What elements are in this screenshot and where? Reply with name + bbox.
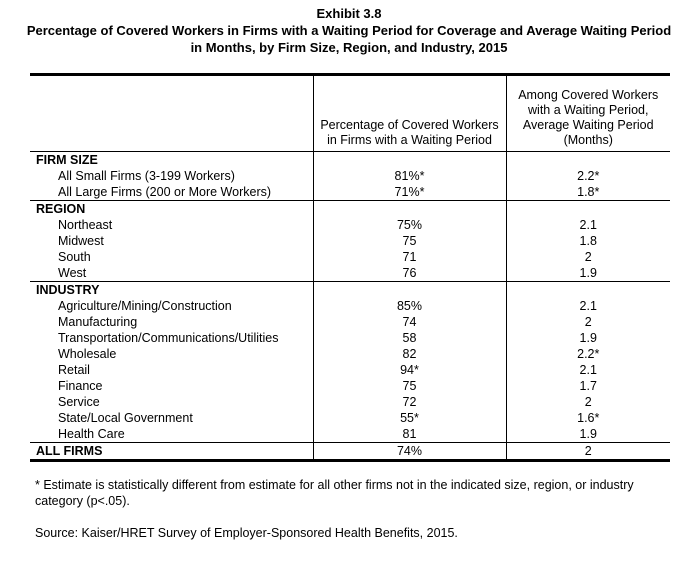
wait-value: 2 [506, 249, 670, 265]
header-blank [30, 88, 313, 152]
header-waiting-period: Among Covered Workers with a Waiting Period, Average Waiting Period (Months) [506, 88, 670, 152]
pct-value: 81%* [313, 168, 506, 184]
row-label: All Small Firms (3-199 Workers) [58, 169, 235, 183]
pct-value: 71%* [313, 184, 506, 201]
wait-value: 2.1 [506, 362, 670, 378]
row-label: All Large Firms (200 or More Workers) [58, 185, 272, 199]
pct-value: 76 [313, 265, 506, 282]
row-label: South [58, 250, 91, 264]
wait-value: 1.8* [506, 184, 670, 201]
section-label: REGION [30, 201, 313, 218]
row-label: West [58, 266, 87, 280]
wait-value: 2.1 [506, 217, 670, 233]
waiting-period-table [30, 73, 670, 462]
wait-value: 1.7 [506, 378, 670, 394]
table-row [30, 346, 670, 362]
wait-value: 2 [506, 314, 670, 330]
all-firms-label: ALL FIRMS [30, 443, 313, 461]
pct-value: 55* [313, 410, 506, 426]
pct-value: 82 [313, 346, 506, 362]
pct-value: 74 [313, 314, 506, 330]
wait-value: 2.1 [506, 298, 670, 314]
row-label: Midwest [58, 234, 104, 248]
table-row [30, 184, 670, 201]
table-row [30, 330, 670, 346]
title-block [0, 6, 698, 56]
wait-value: 1.6* [506, 410, 670, 426]
row-label: Health Care [58, 427, 125, 441]
pct-value: 75% [313, 217, 506, 233]
pct-value: 75 [313, 378, 506, 394]
wait-value: 1.9 [506, 426, 670, 443]
table-row [30, 394, 670, 410]
exhibit-number: Exhibit 3.8 [316, 6, 382, 21]
row-label: Service [58, 395, 100, 409]
section-row-firm-size [30, 152, 670, 169]
exhibit-title: Percentage of Covered Workers in Firms with a Waiting Period for Coverage and Average Waiting Period in Months, by Firm Size, Region, and Industry, 2015 [26, 23, 672, 55]
pct-value: 74% [313, 443, 506, 461]
wait-value: 1.8 [506, 233, 670, 249]
wait-value: 1.9 [506, 330, 670, 346]
pct-value: 94* [313, 362, 506, 378]
pct-value: 81 [313, 426, 506, 443]
all-firms-row [30, 443, 670, 461]
row-label: Manufacturing [58, 315, 138, 329]
footnote: * Estimate is statistically different from estimate for all other firms not in the indicated size, region, or industry category (p<.05). [35, 478, 634, 508]
pct-value: 85% [313, 298, 506, 314]
table-row [30, 233, 670, 249]
row-label: Finance [58, 379, 103, 393]
pct-value: 75 [313, 233, 506, 249]
row-label: State/Local Government [58, 411, 193, 425]
section-row-industry [30, 282, 670, 299]
wait-value: 2.2* [506, 168, 670, 184]
row-label: Transportation/Communications/Utilities [58, 331, 279, 345]
wait-value: 2 [506, 443, 670, 461]
row-label: Retail [58, 363, 90, 377]
table-row [30, 410, 670, 426]
wait-value: 2 [506, 394, 670, 410]
table-row [30, 168, 670, 184]
table-row [30, 314, 670, 330]
wait-value: 2.2* [506, 346, 670, 362]
source-note: Source: Kaiser/HRET Survey of Employer-Sponsored Health Benefits, 2015. [35, 526, 458, 540]
wait-value: 1.9 [506, 265, 670, 282]
pct-value: 58 [313, 330, 506, 346]
section-label: FIRM SIZE [30, 152, 313, 169]
row-label: Agriculture/Mining/Construction [58, 299, 232, 313]
table-row [30, 249, 670, 265]
header-percentage: Percentage of Covered Workers in Firms with a Waiting Period [313, 88, 506, 152]
table-row [30, 378, 670, 394]
table-row [30, 298, 670, 314]
pct-value: 72 [313, 394, 506, 410]
pct-value: 71 [313, 249, 506, 265]
row-label: Northeast [58, 218, 113, 232]
section-label: INDUSTRY [30, 282, 313, 299]
table-row [30, 265, 670, 282]
data-table-wrap [30, 73, 670, 462]
table-row [30, 426, 670, 443]
row-label: Wholesale [58, 347, 117, 361]
section-row-region [30, 201, 670, 218]
table-row [30, 217, 670, 233]
table-row [30, 362, 670, 378]
notes-block [35, 477, 665, 541]
